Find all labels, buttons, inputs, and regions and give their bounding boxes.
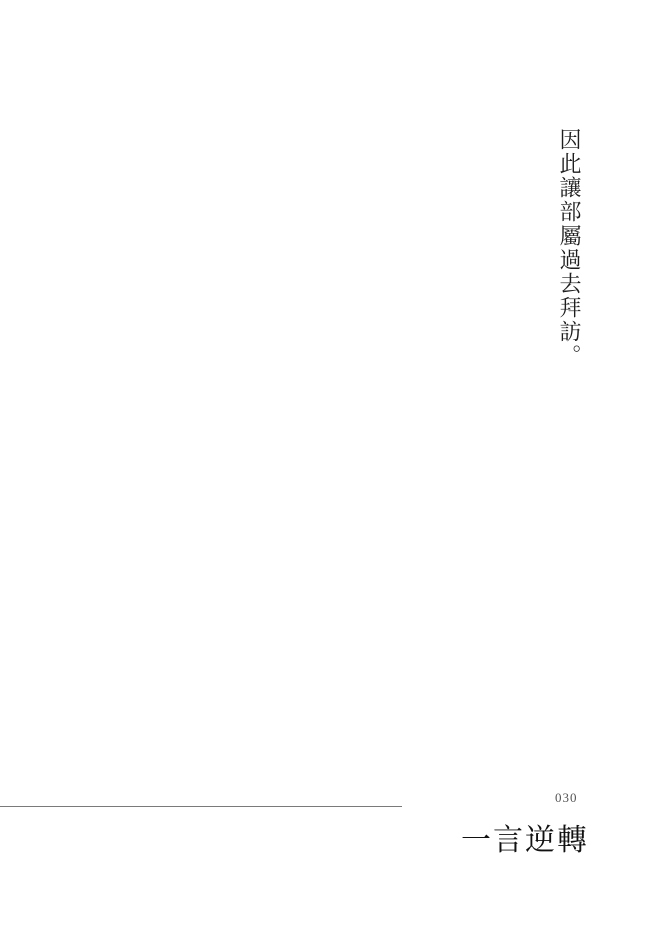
vertical-body-text bbox=[0, 128, 585, 768]
page-number: 030 bbox=[555, 790, 578, 805]
footer-divider bbox=[0, 806, 402, 807]
book-title: 一言逆轉 bbox=[461, 823, 589, 858]
paragraph-1: 因此讓部屬過去拜訪。 bbox=[556, 128, 581, 368]
